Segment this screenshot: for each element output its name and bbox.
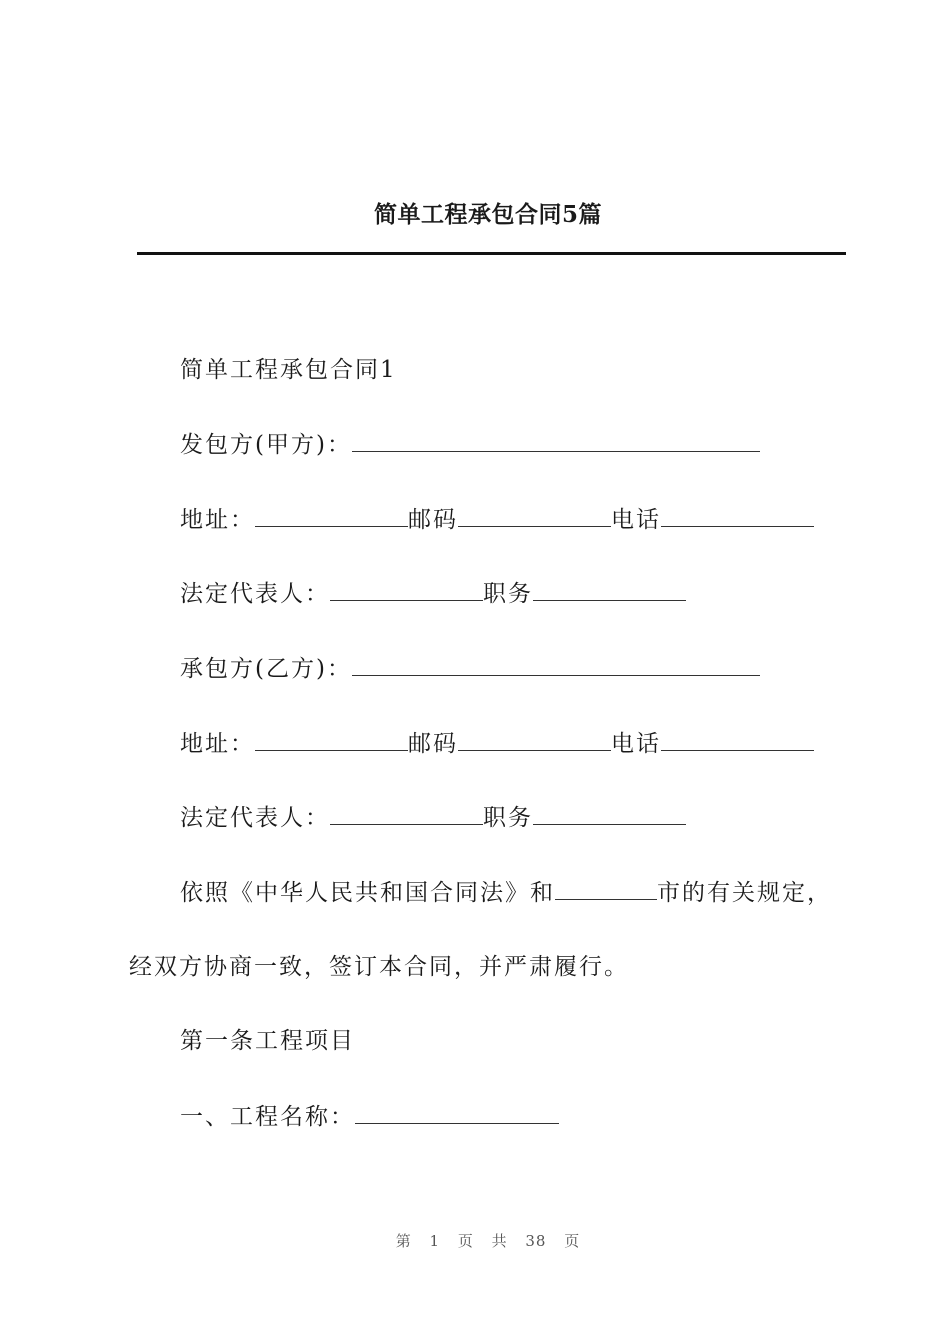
project-name-line <box>180 1101 559 1132</box>
address-label: 地址： <box>180 731 255 757</box>
party-a-blank <box>352 429 760 452</box>
party-a-label: 发包方(甲方)： <box>180 432 352 458</box>
party-a-legal-rep-line <box>180 578 686 609</box>
legal-rep-blank <box>330 578 483 601</box>
legal-rep-label: 法定代表人： <box>180 581 330 607</box>
position-label: 职务 <box>483 581 533 607</box>
project-name-label: 一、工程名称： <box>180 1104 355 1130</box>
address-label: 地址： <box>180 507 255 533</box>
party-b-address-line <box>180 728 814 759</box>
party-b-blank <box>352 653 760 676</box>
article-1-text: 第一条工程项目 <box>180 1028 355 1054</box>
party-b-line <box>180 653 760 684</box>
party-b-legal-rep-line <box>180 802 686 833</box>
basis-line-1 <box>180 877 832 908</box>
postcode-blank <box>458 504 611 527</box>
phone-blank <box>661 504 814 527</box>
city-blank <box>555 877 657 900</box>
postcode-blank <box>458 728 611 751</box>
basis-text-part2: 市的有关规定， <box>657 880 832 906</box>
article-1-heading <box>180 1026 355 1056</box>
party-a-line <box>180 429 760 460</box>
legal-rep-blank <box>330 802 483 825</box>
basis-text-line2: 经双方协商一致，签订本合同，并严肃履行。 <box>129 954 629 980</box>
party-a-address-line <box>180 504 814 535</box>
legal-rep-label: 法定代表人： <box>180 805 330 831</box>
postcode-label: 邮码 <box>408 731 458 757</box>
basis-line-2 <box>129 952 629 982</box>
project-name-blank <box>355 1101 559 1124</box>
address-blank <box>255 728 408 751</box>
position-label: 职务 <box>483 805 533 831</box>
title-divider <box>137 252 846 255</box>
document-title: 简单工程承包合同5篇 <box>373 201 602 228</box>
section-heading <box>180 355 397 385</box>
basis-text-part1: 依照《中华人民共和国合同法》和 <box>180 880 555 906</box>
position-blank <box>533 802 686 825</box>
phone-label: 电话 <box>611 731 661 757</box>
party-b-label: 承包方(乙方)： <box>180 656 352 682</box>
phone-label: 电话 <box>611 507 661 533</box>
position-blank <box>533 578 686 601</box>
address-blank <box>255 504 408 527</box>
page-footer: 第 1 页 共 38 页 <box>395 1232 581 1250</box>
postcode-label: 邮码 <box>408 507 458 533</box>
section-heading-text: 简单工程承包合同1 <box>180 357 397 383</box>
phone-blank <box>661 728 814 751</box>
